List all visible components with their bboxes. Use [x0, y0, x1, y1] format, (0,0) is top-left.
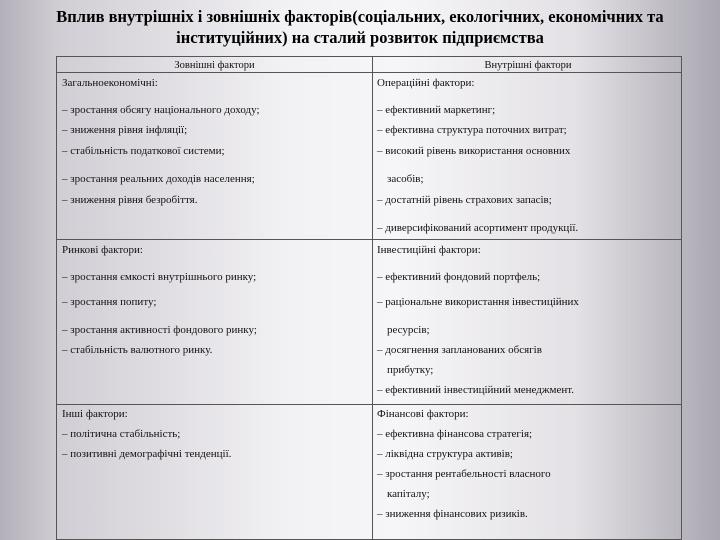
cell-heading: Загальноекономічні:	[62, 77, 158, 89]
list-item: – зростання ємкості внутрішнього ринку;	[62, 271, 257, 283]
list-item: – зростання рентабельності власного	[377, 468, 551, 480]
list-item: – зростання попиту;	[62, 296, 157, 308]
cell-heading: Інші фактори:	[62, 408, 128, 420]
row-divider	[57, 404, 681, 405]
list-item: – зниження рівня безробіття.	[62, 194, 198, 206]
list-item: ресурсів;	[387, 324, 430, 336]
list-item: – ефективний маркетинг;	[377, 104, 496, 116]
header-internal-factors: Внутрішні фактори	[484, 60, 572, 71]
list-item: – позитивні демографічні тенденції.	[62, 448, 232, 460]
list-item: – ефективний фондовий портфель;	[377, 271, 541, 283]
list-item: – зниження рівня інфляції;	[62, 124, 188, 136]
cell-heading: Інвестиційні фактори:	[377, 244, 481, 256]
list-item: засобів;	[387, 173, 424, 185]
list-item: – досягнення запланованих обсягів	[377, 344, 542, 356]
list-item: – ефективний інвестиційний менеджмент.	[377, 384, 574, 396]
list-item: – зростання активності фондового ринку;	[62, 324, 257, 336]
list-item: – стабільність валютного ринку.	[62, 344, 213, 356]
list-item: – стабільність податкової системи;	[62, 145, 225, 157]
list-item: – раціональне використання інвестиційних	[377, 296, 579, 308]
list-item: – зниження фінансових ризиків.	[377, 508, 528, 520]
list-item: – високий рівень використання основних	[377, 145, 571, 157]
list-item: – диверсифікований асортимент продукції.	[377, 222, 579, 234]
list-item: – ліквідна структура активів;	[377, 448, 513, 460]
list-item: – зростання реальних доходів населення;	[62, 173, 255, 185]
list-item: – ефективна структура поточних витрат;	[377, 124, 567, 136]
cell-heading: Фінансові фактори:	[377, 408, 469, 420]
list-item: – ефективна фінансова стратегія;	[377, 428, 533, 440]
cell-heading: Ринкові фактори:	[62, 244, 143, 256]
slide-title	[20, 6, 700, 48]
title-line-2: інституційних) на сталий розвиток підприємства	[176, 28, 544, 47]
header-external-factors: Зовнішні фактори	[174, 60, 255, 71]
list-item: – достатній рівень страхових запасів;	[377, 194, 552, 206]
list-item: прибутку;	[387, 364, 434, 376]
column-divider	[372, 57, 373, 539]
row-divider	[57, 239, 681, 240]
list-item: – політична стабільність;	[62, 428, 181, 440]
list-item: – зростання обсягу національного доходу;	[62, 104, 260, 116]
list-item: капіталу;	[387, 488, 430, 500]
header-divider	[57, 72, 681, 73]
title-line-1: Вплив внутрішніх і зовнішніх факторів(соціальних, екологічних, економічних та	[56, 7, 664, 26]
cell-heading: Операційні фактори:	[377, 77, 475, 89]
factors-table	[56, 56, 682, 540]
